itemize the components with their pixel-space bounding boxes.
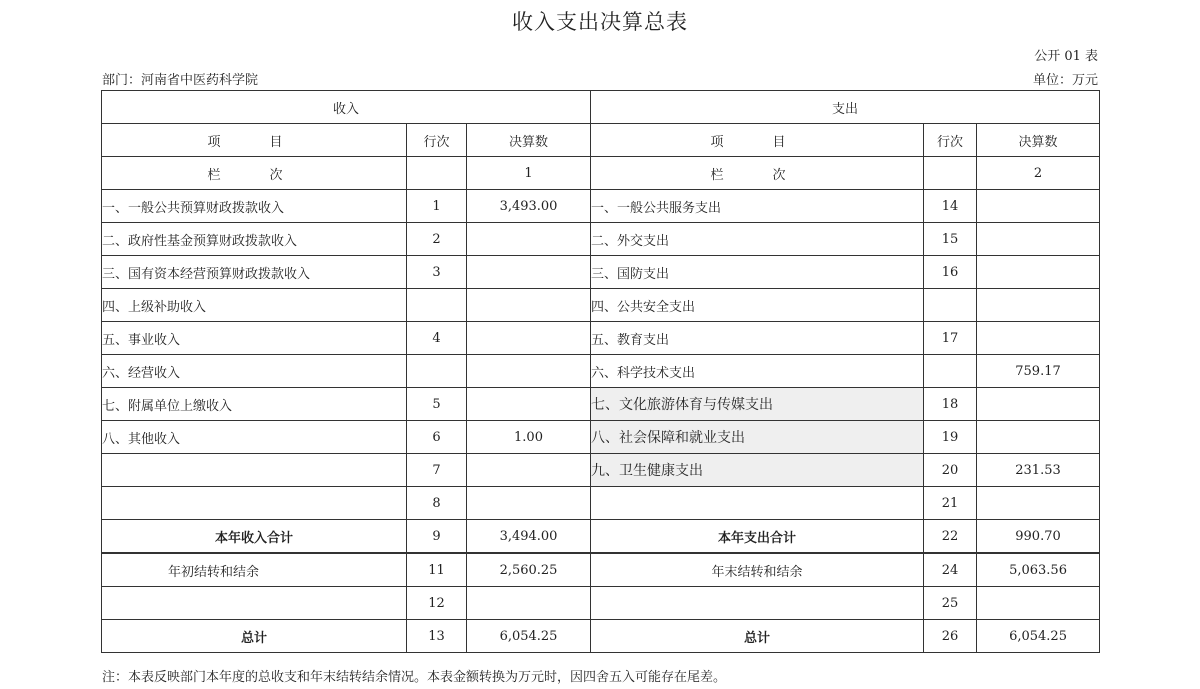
expense-column-label: 栏 次 — [591, 157, 924, 190]
footnote: 注：本表反映部门本年度的总收支和年末结转结余情况。本表金额转换为万元时，因四舍五入可能存在尾差。 — [102, 670, 727, 685]
income-amount — [467, 355, 591, 388]
grand-total-row — [102, 620, 1100, 653]
income-item: 三、国有资本经营预算财政拨款收入 — [102, 256, 407, 289]
income-rowno-header: 行次 — [407, 124, 467, 157]
table-row — [102, 454, 1100, 487]
income-amount-header: 决算数 — [467, 124, 591, 157]
expense-balance-label: 年末结转和结余 — [591, 553, 924, 587]
expense-row-no: 21 — [924, 487, 977, 520]
income-item: 八、其他收入 — [102, 421, 407, 454]
expense-rowno-header: 行次 — [924, 124, 977, 157]
expense-item: 七、文化旅游体育与传媒支出 — [591, 388, 924, 421]
expense-amount — [977, 322, 1100, 355]
income-amount — [467, 388, 591, 421]
expense-year-total-value: 990.70 — [977, 520, 1100, 554]
income-item — [102, 454, 407, 487]
income-row-no: 8 — [407, 487, 467, 520]
income-row-no: 6 — [407, 421, 467, 454]
table-row — [102, 421, 1100, 454]
expense-grand-total-label: 总计 — [591, 620, 924, 653]
income-row-no: 7 — [407, 454, 467, 487]
income-row-no — [407, 355, 467, 388]
expense-row-no: 15 — [924, 223, 977, 256]
expense-blank-value — [977, 587, 1100, 620]
expense-amount: 231.53 — [977, 454, 1100, 487]
income-item: 四、上级补助收入 — [102, 289, 407, 322]
table-row — [102, 487, 1100, 520]
expense-item-header: 项 目 — [591, 124, 924, 157]
table-row — [102, 223, 1100, 256]
income-row-no: 2 — [407, 223, 467, 256]
income-row-no: 5 — [407, 388, 467, 421]
income-amount — [467, 322, 591, 355]
income-item: 六、经营收入 — [102, 355, 407, 388]
income-item: 五、事业收入 — [102, 322, 407, 355]
form-number: 公开 01 表 — [1034, 49, 1098, 64]
expense-amount — [977, 256, 1100, 289]
table-row — [102, 388, 1100, 421]
expense-item: 一、一般公共服务支出 — [591, 190, 924, 223]
income-amount — [467, 454, 591, 487]
income-amount: 3,493.00 — [467, 190, 591, 223]
income-balance-label: 年初结转和结余 — [102, 553, 407, 587]
income-amount: 1.00 — [467, 421, 591, 454]
income-grand-total-value: 6,054.25 — [467, 620, 591, 653]
income-amount — [467, 256, 591, 289]
income-item-header: 项 目 — [102, 124, 407, 157]
expense-row-no: 17 — [924, 322, 977, 355]
expense-item: 二、外交支出 — [591, 223, 924, 256]
expense-item: 六、科学技术支出 — [591, 355, 924, 388]
income-year-total-label: 本年收入合计 — [102, 520, 407, 554]
table-row — [102, 355, 1100, 388]
expense-grand-total-no: 26 — [924, 620, 977, 653]
income-grand-total-label: 总计 — [102, 620, 407, 653]
table-row — [102, 289, 1100, 322]
expense-amount-header: 决算数 — [977, 124, 1100, 157]
expense-column-no — [924, 157, 977, 190]
income-amount — [467, 223, 591, 256]
expense-amount — [977, 421, 1100, 454]
expense-amount — [977, 190, 1100, 223]
table-row — [102, 322, 1100, 355]
expense-item — [591, 487, 924, 520]
expense-item: 八、社会保障和就业支出 — [591, 421, 924, 454]
expense-year-total-label: 本年支出合计 — [591, 520, 924, 554]
income-grand-total-no: 13 — [407, 620, 467, 653]
income-amount — [467, 487, 591, 520]
department-label: 部门：河南省中医药科学院 — [102, 73, 259, 88]
expense-item: 五、教育支出 — [591, 322, 924, 355]
income-item: 一、一般公共预算财政拨款收入 — [102, 190, 407, 223]
expense-blank-item — [591, 587, 924, 620]
expense-column-index: 2 — [977, 157, 1100, 190]
income-balance-no: 11 — [407, 553, 467, 587]
income-item: 二、政府性基金预算财政拨款收入 — [102, 223, 407, 256]
expense-item: 三、国防支出 — [591, 256, 924, 289]
income-amount — [467, 289, 591, 322]
income-row-no — [407, 289, 467, 322]
expense-header: 支出 — [591, 91, 1100, 124]
expense-blank-no: 25 — [924, 587, 977, 620]
income-blank-no: 12 — [407, 587, 467, 620]
expense-item: 九、卫生健康支出 — [591, 454, 924, 487]
expense-item: 四、公共安全支出 — [591, 289, 924, 322]
expense-amount — [977, 223, 1100, 256]
expense-row-no: 20 — [924, 454, 977, 487]
budget-summary-table — [101, 90, 1100, 653]
income-item: 七、附属单位上缴收入 — [102, 388, 407, 421]
income-blank-item — [102, 587, 407, 620]
income-column-no — [407, 157, 467, 190]
expense-row-no: 16 — [924, 256, 977, 289]
table-row — [102, 256, 1100, 289]
income-item — [102, 487, 407, 520]
income-blank-value — [467, 587, 591, 620]
expense-amount — [977, 487, 1100, 520]
income-year-total-value: 3,494.00 — [467, 520, 591, 554]
expense-row-no: 19 — [924, 421, 977, 454]
blank-row — [102, 587, 1100, 620]
income-year-total-no: 9 — [407, 520, 467, 554]
expense-row-no: 18 — [924, 388, 977, 421]
expense-amount: 759.17 — [977, 355, 1100, 388]
income-row-no: 3 — [407, 256, 467, 289]
balance-row — [102, 553, 1100, 587]
unit-label: 单位：万元 — [1032, 73, 1098, 88]
expense-row-no — [924, 355, 977, 388]
income-column-index: 1 — [467, 157, 591, 190]
table-row — [102, 190, 1100, 223]
expense-row-no: 14 — [924, 190, 977, 223]
income-row-no: 1 — [407, 190, 467, 223]
expense-grand-total-value: 6,054.25 — [977, 620, 1100, 653]
year-total-row — [102, 520, 1100, 554]
expense-row-no — [924, 289, 977, 322]
expense-amount — [977, 289, 1100, 322]
expense-balance-no: 24 — [924, 553, 977, 587]
income-column-label: 栏 次 — [102, 157, 407, 190]
expense-amount — [977, 388, 1100, 421]
expense-balance-value: 5,063.56 — [977, 553, 1100, 587]
income-row-no: 4 — [407, 322, 467, 355]
income-balance-value: 2,560.25 — [467, 553, 591, 587]
income-header: 收入 — [102, 91, 591, 124]
expense-year-total-no: 22 — [924, 520, 977, 554]
page-title: 收入支出决算总表 — [512, 10, 688, 34]
